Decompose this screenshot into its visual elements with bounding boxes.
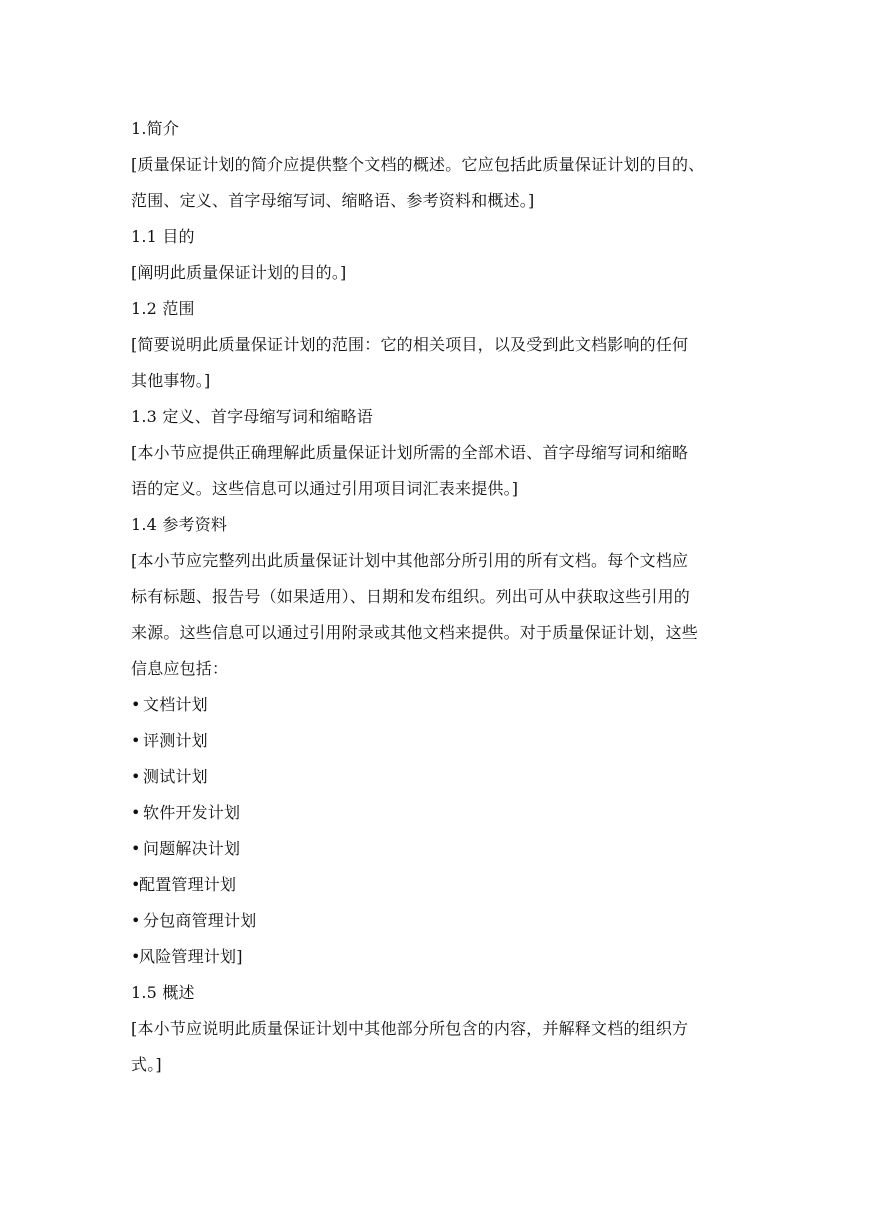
section-heading-intro: 1.简介: [131, 119, 180, 138]
bullet-icon: •: [131, 911, 141, 930]
intro-paragraph-line-2: 范围、定义、首字母缩写词、缩略语、参考资料和概述。]: [131, 191, 535, 210]
document-page: [131, 111, 746, 1083]
references-paragraph-line-4: 信息应包括：: [131, 659, 229, 678]
list-item-label: 测试计划: [143, 767, 208, 786]
section-heading-purpose: 1.1 目的: [131, 227, 195, 246]
list-item: [131, 939, 746, 975]
list-item: [131, 831, 746, 867]
intro-paragraph-line-1: [质量保证计划的简介应提供整个文档的概述。它应包括此质量保证计划的目的、: [131, 155, 705, 174]
list-item: [131, 867, 746, 903]
list-item-label: 文档计划: [143, 695, 208, 714]
list-item-label: 软件开发计划: [143, 803, 241, 822]
scope-paragraph-line-1: [简要说明此质量保证计划的范围：它的相关项目，以及受到此文档影响的任何: [131, 335, 689, 354]
bullet-icon: •: [131, 839, 141, 858]
list-item: [131, 723, 746, 759]
list-item-label: 风险管理计划]: [139, 947, 243, 966]
bullet-icon: •: [131, 803, 141, 822]
purpose-paragraph: [阐明此质量保证计划的目的。]: [131, 263, 347, 282]
bullet-icon: •: [131, 767, 141, 786]
section-heading-definitions: 1.3 定义、首字母缩写词和缩略语: [131, 407, 373, 426]
section-heading-scope: 1.2 范围: [131, 299, 195, 318]
list-item: [131, 795, 746, 831]
list-item-label: 配置管理计划: [139, 875, 237, 894]
definitions-paragraph-line-1: [本小节应提供正确理解此质量保证计划所需的全部术语、首字母缩写词和缩略: [131, 443, 689, 462]
bullet-icon: •: [131, 875, 141, 894]
bullet-icon: •: [131, 695, 141, 714]
bullet-icon: •: [131, 947, 141, 966]
references-paragraph-line-2: 标有标题、报告号（如果适用）、日期和发布组织。列出可从中获取这些引用的: [131, 587, 691, 606]
references-paragraph-line-3: 来源。这些信息可以通过引用附录或其他文档来提供。对于质量保证计划，这些: [131, 623, 699, 642]
list-item-label: 问题解决计划: [143, 839, 241, 858]
scope-paragraph-line-2: 其他事物。]: [131, 371, 211, 390]
overview-paragraph-line-1: [本小节应说明此质量保证计划中其他部分所包含的内容，并解释文档的组织方: [131, 1019, 689, 1038]
list-item-label: 分包商管理计划: [143, 911, 257, 930]
references-paragraph-line-1: [本小节应完整列出此质量保证计划中其他部分所引用的所有文档。每个文档应: [131, 551, 689, 570]
list-item: [131, 903, 746, 939]
overview-paragraph-line-2: 式。]: [131, 1055, 162, 1074]
section-heading-references: 1.4 参考资料: [131, 515, 228, 534]
list-item: [131, 759, 746, 795]
section-heading-overview: 1.5 概述: [131, 983, 195, 1002]
bullet-icon: •: [131, 731, 141, 750]
definitions-paragraph-line-2: 语的定义。这些信息可以通过引用项目词汇表来提供。]: [131, 479, 519, 498]
list-item: [131, 687, 746, 723]
list-item-label: 评测计划: [143, 731, 208, 750]
